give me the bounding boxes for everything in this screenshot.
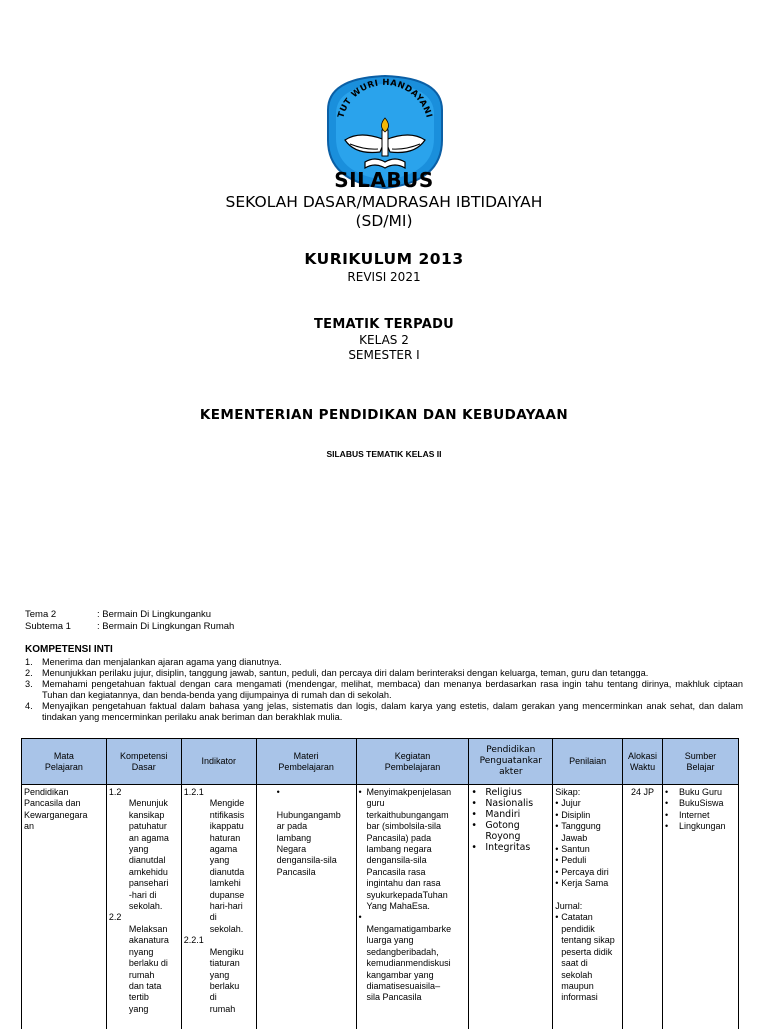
table-header-row (22, 739, 739, 785)
revision-label: REVISI 2021 (0, 270, 768, 284)
list-item: • Percaya diri (555, 867, 620, 878)
ki-item (25, 701, 743, 723)
list-item: • Catatan pendidik tentang sikap peserta didik saat di sekolah maupun informasi (555, 912, 620, 1003)
tema-key: Tema 2 (25, 609, 97, 620)
cell-alokasi: 24 JP (623, 785, 663, 1029)
sumber-list (665, 787, 736, 833)
school-level: SEKOLAH DASAR/MADRASAH IBTIDAIYAH (0, 193, 768, 211)
list-item: • Gotong Royong (471, 820, 550, 842)
table-row (22, 785, 739, 1029)
list-item: • Santun (555, 844, 620, 855)
list-item: • Mandiri (471, 809, 550, 820)
ki-item (25, 679, 743, 701)
list-item: • Integritas (471, 842, 550, 853)
indikator-item: 2.2.1 Mengiku tiaturan yang berlaku di rumah (184, 935, 254, 1015)
header-penilaian: Penilaian (553, 739, 623, 785)
list-item: • Kerja Sama (555, 878, 620, 889)
tema-line (25, 609, 211, 620)
cell-mata-pelajaran: Pendidikan Pancasila dan Kewarganegara an (22, 785, 107, 1029)
sikap-list (555, 798, 620, 889)
ki-text: Menunjukkan perilaku jujur, disiplin, tanggung jawab, santun, peduli, dan percaya diri dalam berinteraksi dengan keluarga, teman, guru dan tetangga. (42, 668, 743, 679)
syllabus-subtitle: SILABUS TEMATIK KELAS II (0, 449, 768, 459)
header-mata-pelajaran: Mata Pelajaran (22, 739, 107, 785)
list-item: • Tanggung Jawab (555, 821, 620, 844)
header-kegiatan: Kegiatan Pembelajaran (356, 739, 469, 785)
header-indikator: Indikator (181, 739, 256, 785)
list-item: • Buku Guru (665, 787, 736, 798)
cell-sumber (663, 785, 739, 1029)
cell-ppk (469, 785, 553, 1029)
kompetensi-inti-title: KOMPETENSI INTI (25, 644, 113, 655)
kd-item: 1.2 Menunjuk kansikap patuhatur an agama yang dianutdal amkehidu pansehari -hari di sekolah. (109, 787, 179, 912)
cell-kegiatan (356, 785, 469, 1029)
indikator-item: 1.2.1 Mengide ntifikasis ikappatu haturan agama yang dianutda lamkehi dupanse hari-hari di sekolah. (184, 787, 254, 935)
ki-item (25, 657, 743, 668)
header-kompetensi-dasar: Kompetensi Dasar (106, 739, 181, 785)
list-item: • Nasionalis (471, 798, 550, 809)
kegiatan-item: • Mengamatigambarke luarga yang sedangberibadah, kemudianmendiskusi kangambar yang diamatisesuaisila– sila Pancasila (359, 912, 467, 1003)
cell-indikator (181, 785, 256, 1029)
header-ppk: Pendidikan Penguatankar akter (469, 739, 553, 785)
subtema-value: : Bermain Di Lingkungan Rumah (97, 621, 234, 632)
semester-label: SEMESTER I (0, 348, 768, 362)
ministry-title: KEMENTERIAN PENDIDIKAN DAN KEBUDAYAAN (0, 407, 768, 423)
kompetensi-inti-list (25, 657, 743, 723)
list-item: • Lingkungan (665, 821, 736, 832)
logo-motto-text: TUT WURI HANDAYANI (336, 78, 433, 119)
list-item: • BukuSiswa (665, 798, 736, 809)
list-item: • Internet (665, 810, 736, 821)
school-abbreviation: (SD/MI) (0, 212, 768, 230)
header-sumber: Sumber Belajar (663, 739, 739, 785)
header-materi: Materi Pembelajaran (256, 739, 356, 785)
grade-label: KELAS 2 (0, 333, 768, 347)
ki-text: Menyajikan pengetahuan faktual dalam bahasa yang jelas, sistematis dan logis, dalam karya yang estetis, dalam gerakan yang mencerminkan anak sehat, dan dalam tindakan yang mencerminkan perilaku anak beriman dan berakhlak mulia. (42, 701, 743, 723)
list-item: • Religius (471, 787, 550, 798)
jurnal-list (555, 912, 620, 1003)
list-item: • Jujur (555, 798, 620, 809)
ki-text: Memahami pengetahuan faktual dengan cara mengamati (mendengar, melihat, membaca) dan menanya berdasarkan rasa ingin tahu tentang dirinya, makhluk ciptaan Tuhan dan kegiatannya, dan benda-benda yang dijumpainya di rumah dan di sekolah. (42, 679, 743, 701)
cell-kompetensi-dasar (106, 785, 181, 1029)
tema-value: : Bermain Di Lingkunganku (97, 609, 211, 620)
subtema-line (25, 621, 234, 632)
document-title: SILABUS (0, 168, 768, 192)
curriculum-title: KURIKULUM 2013 (0, 250, 768, 268)
header-alokasi: Alokasi Waktu (623, 739, 663, 785)
ki-number: 1. (25, 657, 42, 668)
thematic-title: TEMATIK TERPADU (0, 317, 768, 332)
subtema-key: Subtema 1 (25, 621, 97, 632)
ki-text: Menerima dan menjalankan ajaran agama yang dianutnya. (42, 657, 743, 668)
syllabus-table (21, 738, 739, 1029)
ki-item (25, 668, 743, 679)
kegiatan-item: • Menyimakpenjelasan guru terkaithubungangam bar (simbolsila-sila Pancasila) pada lambang negara dengansila-sila Pancasila rasa ingintahu dan rasa syukurkepadaTuhan Yang MahaEsa. (359, 787, 467, 912)
ki-number: 4. (25, 701, 42, 723)
ki-number: 2. (25, 668, 42, 679)
cell-penilaian: Sikap: • Jujur • Disiplin • Tanggung Jawab • Santun • Peduli • Percaya diri • Kerja Sama Jurnal: • Catatan pendidik tentang sikap peserta didik saat di sekolah maupun informasi (553, 785, 623, 1029)
list-item: • Disiplin (555, 810, 620, 821)
cell-materi: • Hubungangamb ar pada lambang Negara dengansila-sila Pancasila (256, 785, 356, 1029)
kd-item: 2.2 Melaksan akanatura nyang berlaku di rumah dan tata tertib yang (109, 912, 179, 1015)
ki-number: 3. (25, 679, 42, 701)
list-item: • Peduli (555, 855, 620, 866)
ppk-list (471, 787, 550, 853)
